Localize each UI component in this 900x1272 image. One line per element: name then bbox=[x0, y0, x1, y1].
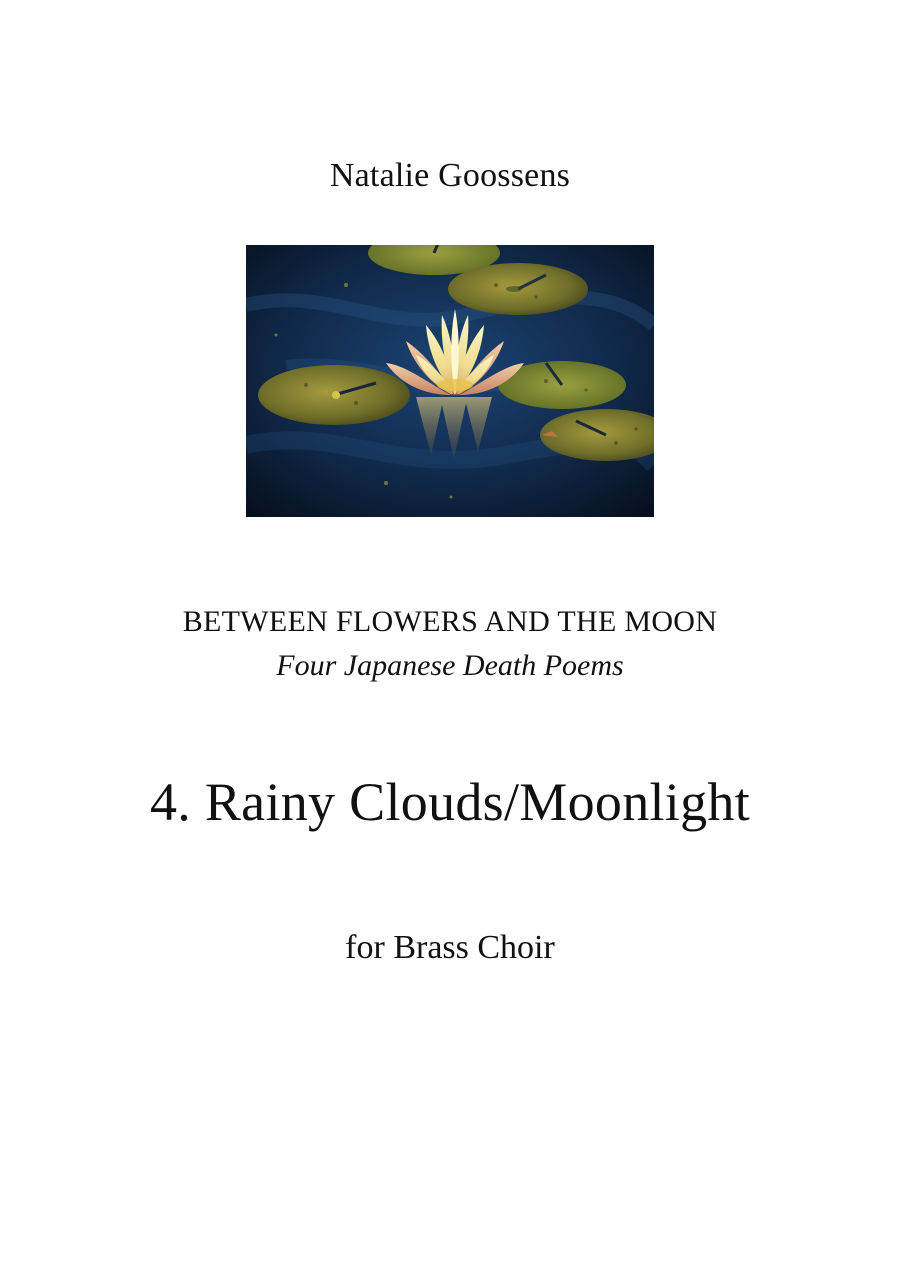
instrumentation-line: for Brass Choir bbox=[345, 929, 555, 966]
water-lily-image bbox=[246, 245, 654, 517]
collection-title: BETWEEN FLOWERS AND THE MOON bbox=[182, 605, 718, 638]
water-lily-photo bbox=[246, 245, 654, 517]
movement-title: 4. Rainy Clouds/Moonlight bbox=[149, 772, 751, 832]
collection-subtitle: Four Japanese Death Poems bbox=[276, 649, 624, 682]
composer-name: Natalie Goossens bbox=[329, 157, 571, 194]
